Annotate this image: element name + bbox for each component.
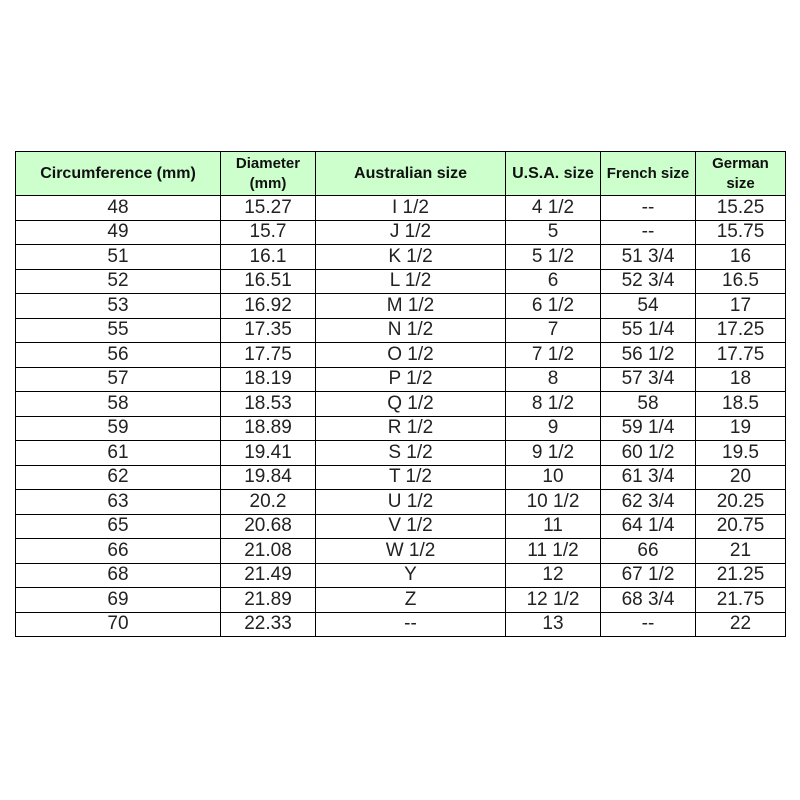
table-body	[16, 196, 786, 637]
table-row	[16, 392, 786, 417]
cell-australian-size: P 1/2	[316, 367, 506, 392]
cell-circumference: 56	[16, 343, 221, 368]
cell-circumference: 53	[16, 294, 221, 319]
cell-diameter: 17.35	[221, 318, 316, 343]
cell-usa-size: 11	[506, 514, 601, 539]
table-row	[16, 563, 786, 588]
cell-french-size: 56 1/2	[601, 343, 696, 368]
cell-australian-size: U 1/2	[316, 490, 506, 515]
cell-diameter: 15.27	[221, 196, 316, 221]
cell-australian-size: T 1/2	[316, 465, 506, 490]
cell-diameter: 16.92	[221, 294, 316, 319]
cell-diameter: 19.84	[221, 465, 316, 490]
cell-diameter: 18.53	[221, 392, 316, 417]
cell-diameter: 17.75	[221, 343, 316, 368]
table-row	[16, 539, 786, 564]
cell-circumference: 51	[16, 245, 221, 270]
cell-diameter: 18.89	[221, 416, 316, 441]
table-row	[16, 318, 786, 343]
header-circumference: Circumference (mm)	[16, 152, 221, 196]
cell-usa-size: 6	[506, 269, 601, 294]
header-row	[16, 152, 786, 196]
header-australian-size: Australian size	[316, 152, 506, 196]
cell-usa-size: 8 1/2	[506, 392, 601, 417]
cell-diameter: 20.68	[221, 514, 316, 539]
cell-french-size: 57 3/4	[601, 367, 696, 392]
cell-circumference: 66	[16, 539, 221, 564]
cell-diameter: 21.49	[221, 563, 316, 588]
cell-german-size: 21.25	[696, 563, 786, 588]
table-row	[16, 465, 786, 490]
cell-usa-size: 8	[506, 367, 601, 392]
cell-french-size: 59 1/4	[601, 416, 696, 441]
cell-french-size: 51 3/4	[601, 245, 696, 270]
cell-usa-size: 9	[506, 416, 601, 441]
table-row	[16, 196, 786, 221]
cell-circumference: 65	[16, 514, 221, 539]
table-header	[16, 152, 786, 196]
table-row	[16, 612, 786, 637]
cell-french-size: --	[601, 220, 696, 245]
cell-australian-size: I 1/2	[316, 196, 506, 221]
cell-circumference: 70	[16, 612, 221, 637]
cell-french-size: --	[601, 196, 696, 221]
cell-australian-size: S 1/2	[316, 441, 506, 466]
cell-circumference: 55	[16, 318, 221, 343]
header-german-size: German size	[696, 152, 786, 196]
cell-circumference: 68	[16, 563, 221, 588]
cell-diameter: 15.7	[221, 220, 316, 245]
cell-circumference: 58	[16, 392, 221, 417]
cell-diameter: 21.89	[221, 588, 316, 613]
cell-german-size: 20.75	[696, 514, 786, 539]
cell-french-size: --	[601, 612, 696, 637]
cell-australian-size: --	[316, 612, 506, 637]
cell-german-size: 21.75	[696, 588, 786, 613]
cell-usa-size: 10	[506, 465, 601, 490]
table-row	[16, 416, 786, 441]
cell-french-size: 61 3/4	[601, 465, 696, 490]
table-row	[16, 490, 786, 515]
cell-usa-size: 9 1/2	[506, 441, 601, 466]
cell-usa-size: 10 1/2	[506, 490, 601, 515]
table-row	[16, 367, 786, 392]
cell-usa-size: 7	[506, 318, 601, 343]
cell-french-size: 58	[601, 392, 696, 417]
cell-german-size: 19	[696, 416, 786, 441]
table-row	[16, 588, 786, 613]
cell-diameter: 22.33	[221, 612, 316, 637]
cell-diameter: 16.51	[221, 269, 316, 294]
cell-french-size: 66	[601, 539, 696, 564]
cell-australian-size: R 1/2	[316, 416, 506, 441]
cell-french-size: 52 3/4	[601, 269, 696, 294]
cell-australian-size: V 1/2	[316, 514, 506, 539]
cell-usa-size: 12 1/2	[506, 588, 601, 613]
cell-usa-size: 7 1/2	[506, 343, 601, 368]
cell-circumference: 57	[16, 367, 221, 392]
cell-diameter: 18.19	[221, 367, 316, 392]
cell-circumference: 62	[16, 465, 221, 490]
cell-german-size: 21	[696, 539, 786, 564]
cell-french-size: 60 1/2	[601, 441, 696, 466]
cell-australian-size: M 1/2	[316, 294, 506, 319]
cell-circumference: 48	[16, 196, 221, 221]
cell-german-size: 19.5	[696, 441, 786, 466]
cell-australian-size: Z	[316, 588, 506, 613]
cell-german-size: 17.75	[696, 343, 786, 368]
cell-usa-size: 11 1/2	[506, 539, 601, 564]
header-french-size: French size	[601, 152, 696, 196]
table-row	[16, 294, 786, 319]
cell-french-size: 62 3/4	[601, 490, 696, 515]
cell-circumference: 52	[16, 269, 221, 294]
cell-german-size: 20.25	[696, 490, 786, 515]
cell-australian-size: O 1/2	[316, 343, 506, 368]
cell-circumference: 69	[16, 588, 221, 613]
cell-australian-size: J 1/2	[316, 220, 506, 245]
cell-german-size: 17	[696, 294, 786, 319]
cell-usa-size: 5	[506, 220, 601, 245]
cell-usa-size: 6 1/2	[506, 294, 601, 319]
cell-usa-size: 12	[506, 563, 601, 588]
cell-german-size: 18	[696, 367, 786, 392]
cell-circumference: 61	[16, 441, 221, 466]
cell-diameter: 19.41	[221, 441, 316, 466]
header-diameter: Diameter (mm)	[221, 152, 316, 196]
cell-german-size: 15.25	[696, 196, 786, 221]
table-row	[16, 514, 786, 539]
cell-german-size: 18.5	[696, 392, 786, 417]
cell-usa-size: 13	[506, 612, 601, 637]
cell-australian-size: W 1/2	[316, 539, 506, 564]
cell-french-size: 54	[601, 294, 696, 319]
table-row	[16, 220, 786, 245]
table-row	[16, 269, 786, 294]
cell-german-size: 16.5	[696, 269, 786, 294]
table-row	[16, 343, 786, 368]
table-row	[16, 441, 786, 466]
cell-circumference: 49	[16, 220, 221, 245]
cell-usa-size: 5 1/2	[506, 245, 601, 270]
cell-australian-size: Q 1/2	[316, 392, 506, 417]
cell-german-size: 17.25	[696, 318, 786, 343]
cell-diameter: 16.1	[221, 245, 316, 270]
cell-french-size: 68 3/4	[601, 588, 696, 613]
cell-australian-size: K 1/2	[316, 245, 506, 270]
cell-australian-size: Y	[316, 563, 506, 588]
cell-circumference: 63	[16, 490, 221, 515]
ring-size-table	[15, 151, 786, 637]
cell-french-size: 67 1/2	[601, 563, 696, 588]
cell-diameter: 21.08	[221, 539, 316, 564]
cell-usa-size: 4 1/2	[506, 196, 601, 221]
cell-german-size: 16	[696, 245, 786, 270]
cell-french-size: 55 1/4	[601, 318, 696, 343]
cell-australian-size: N 1/2	[316, 318, 506, 343]
cell-australian-size: L 1/2	[316, 269, 506, 294]
cell-french-size: 64 1/4	[601, 514, 696, 539]
table-row	[16, 245, 786, 270]
cell-german-size: 15.75	[696, 220, 786, 245]
cell-german-size: 20	[696, 465, 786, 490]
cell-diameter: 20.2	[221, 490, 316, 515]
cell-german-size: 22	[696, 612, 786, 637]
cell-circumference: 59	[16, 416, 221, 441]
header-usa-size: U.S.A. size	[506, 152, 601, 196]
